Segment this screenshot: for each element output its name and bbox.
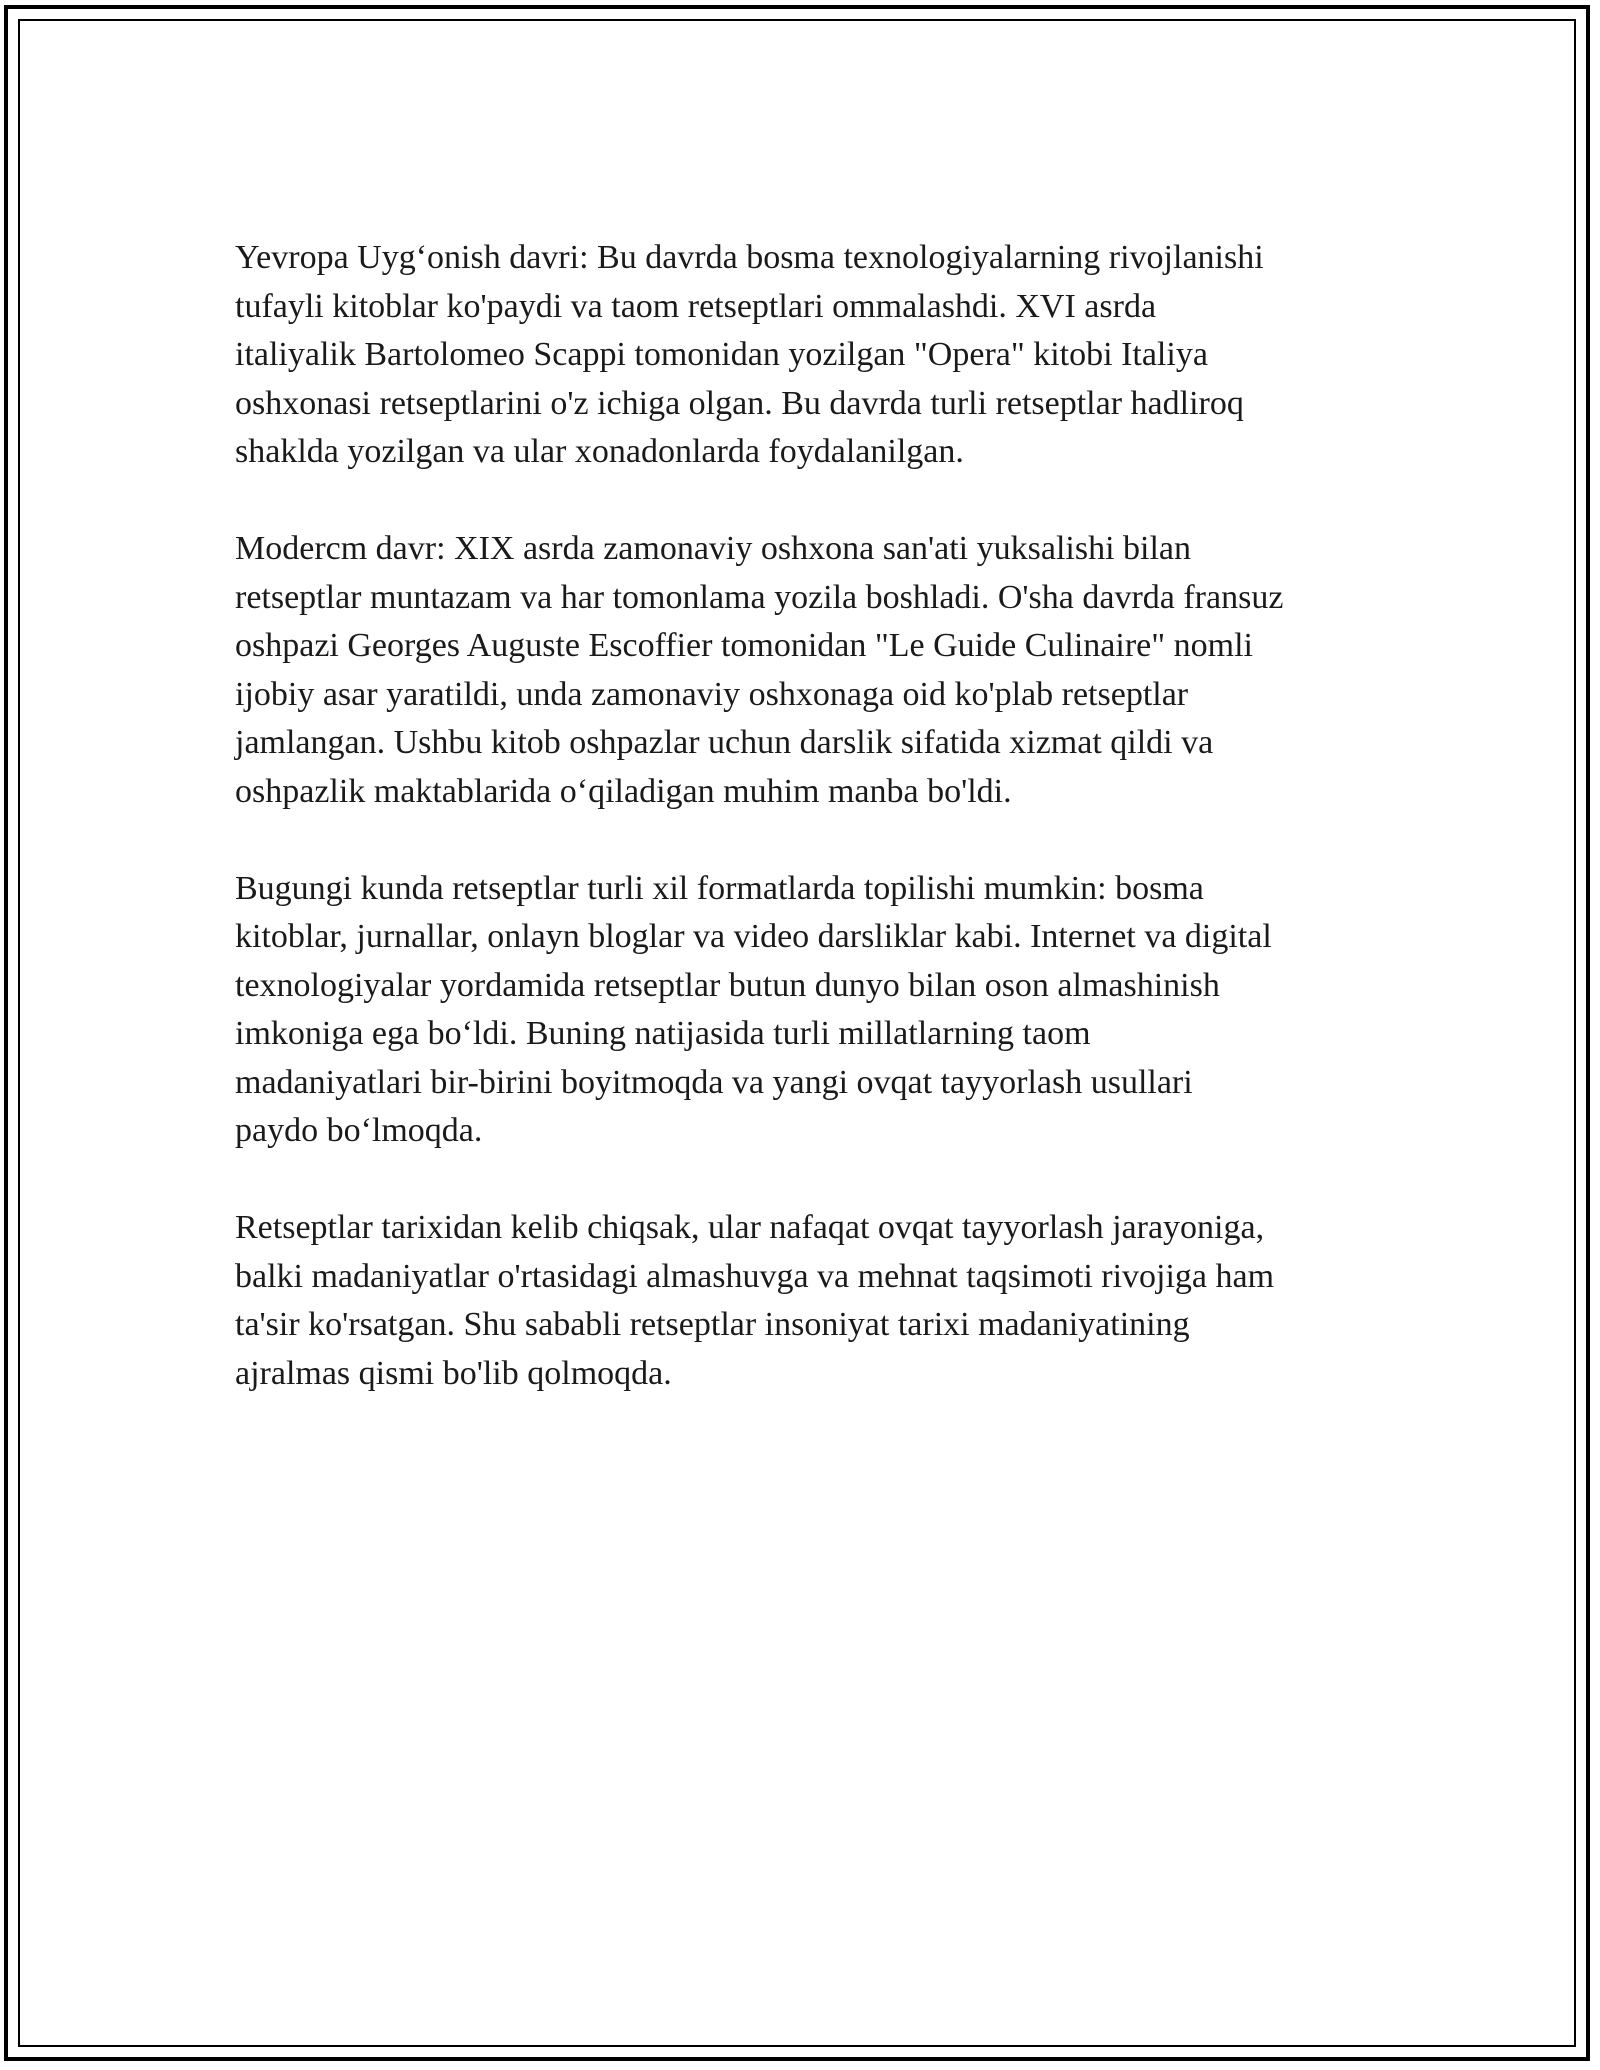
paragraph-renaissance: Yevropa Uyg‘onish davri: Bu davrda bosma texnologiyalarning rivojlanishi tufayli kitoblar ko'paydi va taom retseptlari ommalashdi. XVI asrda italiyalik Bartolomeo Scappi tomonidan yozilgan "Opera" kitobi Italiya oshxonasi retseptlarini o'z ichiga olgan. Bu davrda turli retseptlar hadliroq shaklda yozilgan va ular xonadonlarda foydalanilgan. [235,239,1264,470]
paragraph-today: Bugungi kunda retseptlar turli xil formatlarda topilishi mumkin: bosma kitoblar, jurnallar, onlayn bloglar va video darsliklar kabi. Internet va digital texnologiyalar yordamida retseptlar butun dunyo bilan oson almashinish imkoniga ega bo‘ldi. Buning natijasida turli millatlarning taom madaniyatlari bir-birini boyitmoqda va yangi ovqat tayyorlash usullari paydo bo‘lmoqda. [235,869,1272,1149]
document-body [235,234,1385,1447]
paragraph-conclusion: Retseptlar tarixidan kelib chiqsak, ular nafaqat ovqat tayyorlash jarayoniga, balki madaniyatlar o'rtasidagi almashuvga va mehnat taqsimoti rivojiga ham ta'sir ko'rsatgan. Shu sababli retseptlar insoniyat tarixi madaniyatining ajralmas qismi bo'lib qolmoqda. [235,1209,1275,1392]
paragraph-modern-era: Modercm davr: XIX asrda zamonaviy oshxona san'ati yuksalishi bilan retseptlar muntazam va har tomonlama yozila boshladi. O'sha davrda fransuz oshpazi Georges Auguste Escoffier tomonidan "Le Guide Culinaire" nomli ijobiy asar yaratildi, unda zamonaviy oshxonaga oid ko'plab retseptlar jamlangan. Ushbu kitob oshpazlar uchun darslik sifatida xizmat qildi va oshpazlik maktablarida o‘qiladigan muhim manba bo'ldi. [235,530,1284,810]
